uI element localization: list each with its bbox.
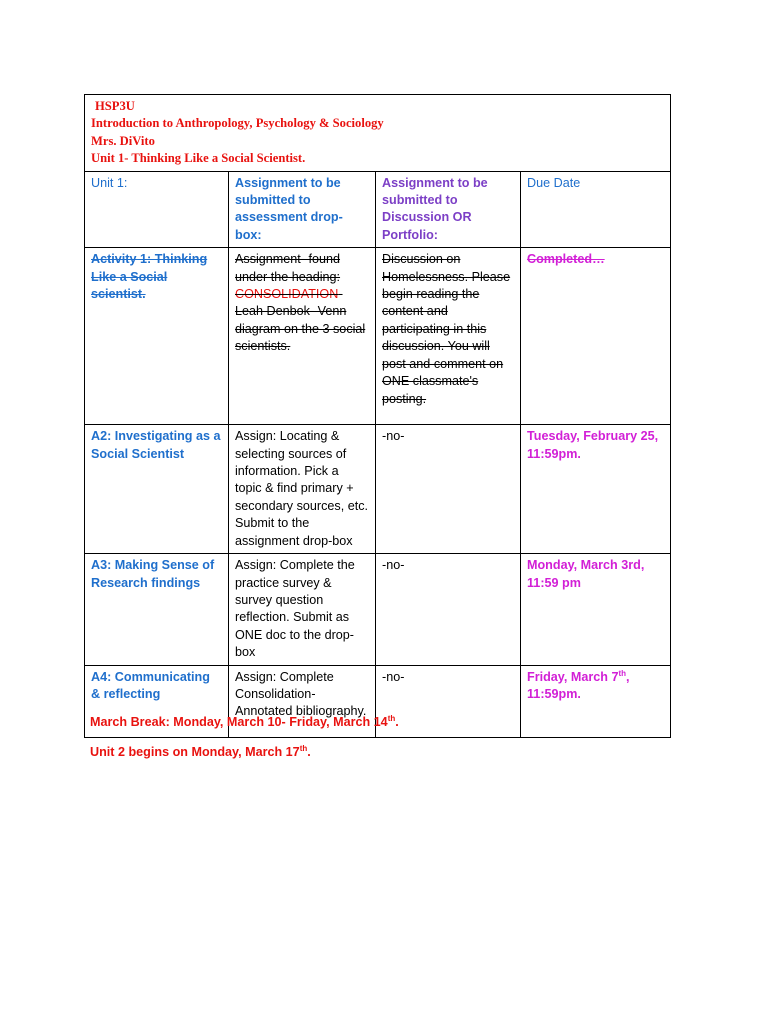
discussion-cell: -no-	[376, 554, 521, 665]
dropbox-cell: Assign: Complete the practice survey & survey question reflection. Submit as ONE doc to the drop-box	[229, 554, 376, 665]
dropbox-text-continued: - Leah Denbok- Venn diagram on the 3 social scientists.	[235, 287, 366, 354]
column-header-dropbox: Assignment to be submitted to assessment drop-box:	[229, 171, 376, 248]
dropbox-cell	[229, 248, 376, 425]
dropbox-cell: Assign: Complete Consolidation- Annotated bibliography.	[229, 665, 376, 737]
table-row	[85, 554, 671, 665]
course-header-row	[85, 95, 671, 172]
due-date-cell: Tuesday, February 25, 11:59pm.	[521, 425, 671, 554]
table-row	[85, 425, 671, 554]
course-title: Introduction to Anthropology, Psychology & Sociology	[91, 116, 384, 131]
activity-cell: Activity 1: Thinking Like a Social scientist.	[85, 248, 229, 425]
due-date-time: , 11:59pm.	[527, 669, 630, 701]
activity-cell: A2: Investigating as a Social Scientist	[85, 425, 229, 554]
discussion-cell: -no-	[376, 425, 521, 554]
table-row	[85, 248, 671, 425]
column-header-row	[85, 171, 671, 248]
column-header-discussion: Assignment to be submitted to Discussion OR Portfolio:	[376, 171, 521, 248]
unit-title: Unit 1- Thinking Like a Social Scientist.	[91, 151, 306, 166]
unit-2-text: Unit 2 begins on Monday, March 17	[90, 745, 300, 759]
due-date-text: Friday, March 7	[527, 669, 619, 684]
due-date-cell	[521, 665, 671, 737]
dropbox-cell: Assign: Locating & selecting sources of information. Pick a topic & find primary + secondary sources, etc. Submit to the assignment drop-box	[229, 425, 376, 554]
unit-2-ordinal: th	[299, 744, 308, 753]
due-date-cell: Monday, March 3rd, 11:59 pm	[521, 554, 671, 665]
due-date-cell: Completed…	[521, 248, 671, 425]
course-header	[85, 95, 671, 172]
teacher-name: Mrs. DiVito	[91, 133, 155, 148]
consolidation-highlight: CONSOLIDATION	[235, 287, 339, 302]
dropbox-text: Assignment- found under the heading:	[235, 252, 341, 284]
activity-cell: A3: Making Sense of Research findings	[85, 554, 229, 665]
unit-2-end: .	[307, 745, 311, 759]
activity-cell: A4: Communicating & reflecting	[85, 665, 229, 737]
march-break-text: March Break: Monday, March 10- Friday, March 14	[90, 715, 388, 729]
course-code: HSP3U	[95, 99, 135, 113]
march-break-note	[90, 715, 399, 729]
schedule-table	[84, 94, 671, 738]
march-break-end: .	[395, 715, 399, 729]
column-header-due-date: Due Date	[521, 171, 671, 248]
column-header-unit: Unit 1:	[85, 171, 229, 248]
discussion-cell: -no-	[376, 665, 521, 737]
march-break-ordinal: th	[387, 714, 396, 723]
discussion-cell: Discussion on Homelessness. Please begin reading the content and participating in this discussion. You will post and comment on ONE classmate's posting.	[376, 248, 521, 425]
unit-2-note	[90, 745, 311, 759]
due-date-ordinal: th	[618, 668, 627, 678]
